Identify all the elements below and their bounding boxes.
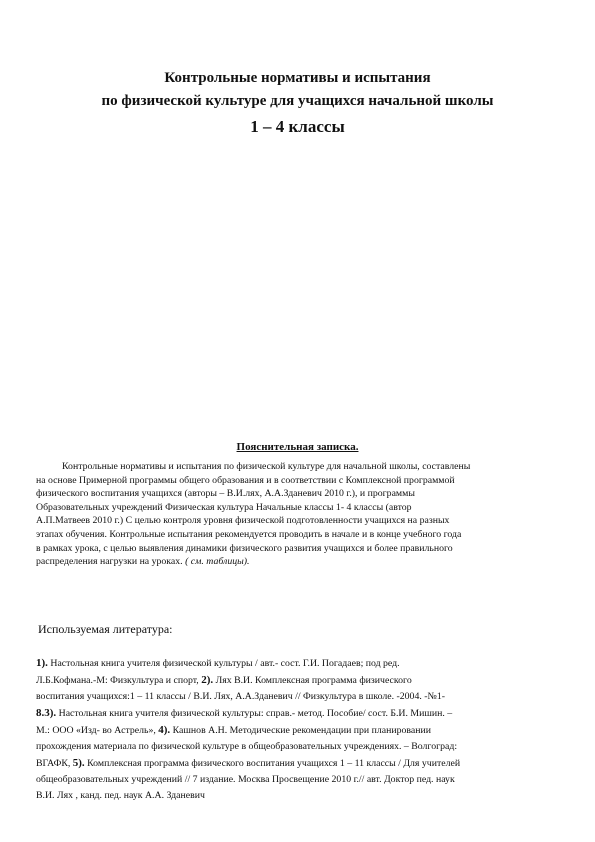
literature-line xyxy=(36,705,554,722)
literature-heading: Используемая литература: xyxy=(38,622,173,636)
ref-text: 8. xyxy=(36,707,45,719)
ref-text: общеобразовательных учреждений // 7 издание. Москва Просвещение 2010 г.// авт. Доктор пед. наук xyxy=(36,774,455,785)
ref-number: 2). xyxy=(201,674,214,686)
note-line: физического воспитания учащихся (авторы – В.И.лях, А.А.Зданевич 2010 г.), и программы xyxy=(36,488,415,500)
note-line: на основе Примерной программы общего образования и в соответствии с Комплексной программой xyxy=(36,474,455,486)
ref-text: Лях В.И. Комплексная программа физического xyxy=(213,675,412,686)
ref-text: Настольная книга учителя физической культуры / авт.- сост. Г.И. Погадаев; под ред. xyxy=(47,658,400,669)
ref-number: 3). xyxy=(44,707,57,719)
ref-text: В.И. Лях , канд. пед. наук А.А. Зданевич xyxy=(36,790,205,801)
ref-text: воспитания учащихся:1 – 11 классы / В.И. Лях, А.А.Зданевич // Физкультура в школе. -2004. -№1- xyxy=(36,691,446,702)
ref-number: 1). xyxy=(36,657,48,669)
ref-text: М.: ООО «Изд- во Астрель», xyxy=(36,725,159,736)
ref-text: прохождения материала по физической культуре в общеобразовательных учреждениях. – Волгоград: xyxy=(36,741,458,752)
note-line-text: распределения нагрузки на уроках. xyxy=(36,556,183,568)
see-tables-note: ( см. таблицы). xyxy=(185,556,250,568)
explanatory-note-body xyxy=(36,460,547,569)
note-line: Контрольные нормативы и испытания по физической культуре для начальной школы, составлены xyxy=(62,461,471,472)
note-line: в рамках урока, с целью выявления динамики физического развития учащихся и более правильного xyxy=(36,542,453,554)
note-line: Образовательных учреждений Физическая культура Начальные классы 1- 4 классы (автор xyxy=(36,501,412,513)
literature-line xyxy=(36,655,554,672)
literature-line xyxy=(36,739,554,755)
literature-line xyxy=(36,755,554,772)
note-line: А.П.Матвеев 2010 г.) С целью контроля уровня физической подготовленности учащихся на разных xyxy=(36,515,450,527)
ref-text: Настольная книга учителя физической культуры: справ.- метод. Пособие/ сост. Б.И. Мишин. – xyxy=(56,708,453,719)
ref-text: Комплексная программа физического воспитания учащихся 1 – 11 классы / Для учителей xyxy=(84,758,461,769)
literature-line xyxy=(36,672,554,689)
ref-text: ВГАФК, xyxy=(36,758,73,769)
note-line xyxy=(36,555,547,569)
literature-line xyxy=(36,788,554,804)
ref-number: 5). xyxy=(72,757,85,769)
title-line-3: 1 – 4 классы xyxy=(250,117,345,136)
literature-line xyxy=(36,689,554,705)
ref-text: Кашнов А.Н. Методические рекомендации при планировании xyxy=(170,725,431,736)
literature-line xyxy=(36,722,554,739)
note-line: этапах обучения. Контрольные испытания рекомендуется проводить в начале и в конце учебного года xyxy=(36,528,462,540)
title-line-2: по физической культуре для учащихся начальной школы xyxy=(101,93,494,109)
title-line-1: Контрольные нормативы и испытания xyxy=(164,70,431,86)
explanatory-note-heading: Пояснительная записка. xyxy=(236,441,359,453)
literature-list xyxy=(36,655,554,804)
literature-line xyxy=(36,772,554,788)
ref-text: Л.Б.Кофмана.-М: Физкультура и спорт, xyxy=(36,675,202,686)
ref-number: 4). xyxy=(158,724,171,736)
